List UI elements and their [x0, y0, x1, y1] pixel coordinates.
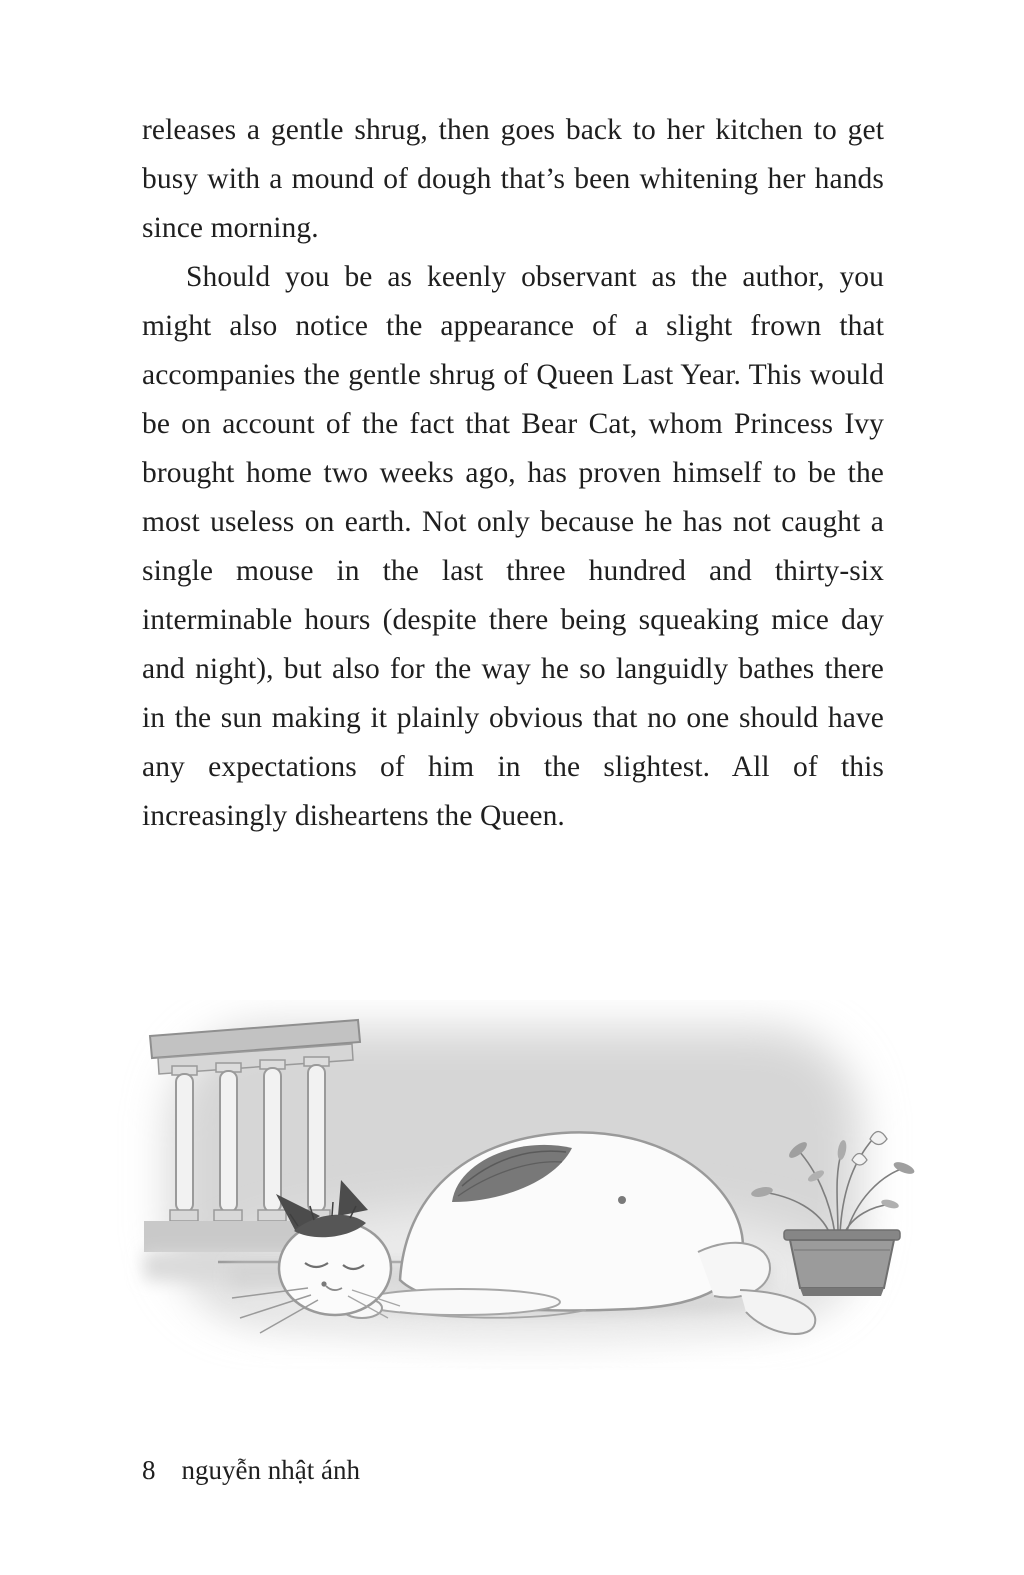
page-number: 8 — [142, 1455, 156, 1485]
cat-illustration — [100, 1000, 920, 1370]
author-name: nguyễn nhật ánh — [181, 1455, 360, 1485]
page-footer — [142, 1455, 360, 1486]
body-text — [142, 106, 884, 841]
paragraph-1: releases a gentle shrug, then goes back to her kitchen to get busy with a mound of dough that’s been whitening her hands since morning. — [142, 114, 884, 244]
paragraph-2: Should you be as keenly observant as the author, you might also notice the appearance of a slight frown that accompanies the gentle shrug of Queen Last Year. This would be on account of the fact that Bear Cat, whom Princess Ivy brought home two weeks ago, has proven himself to be the most useless on earth. Not only because he has not caught a single mouse in the last three hundred and thirty-six interminable hours (despite there being squeaking mice day and night), but also for the way he so languidly bathes there in the sun making it plainly obvious that no one should have any expectations of him in the slightest. All of this increasingly disheartens the Queen. — [142, 261, 884, 832]
